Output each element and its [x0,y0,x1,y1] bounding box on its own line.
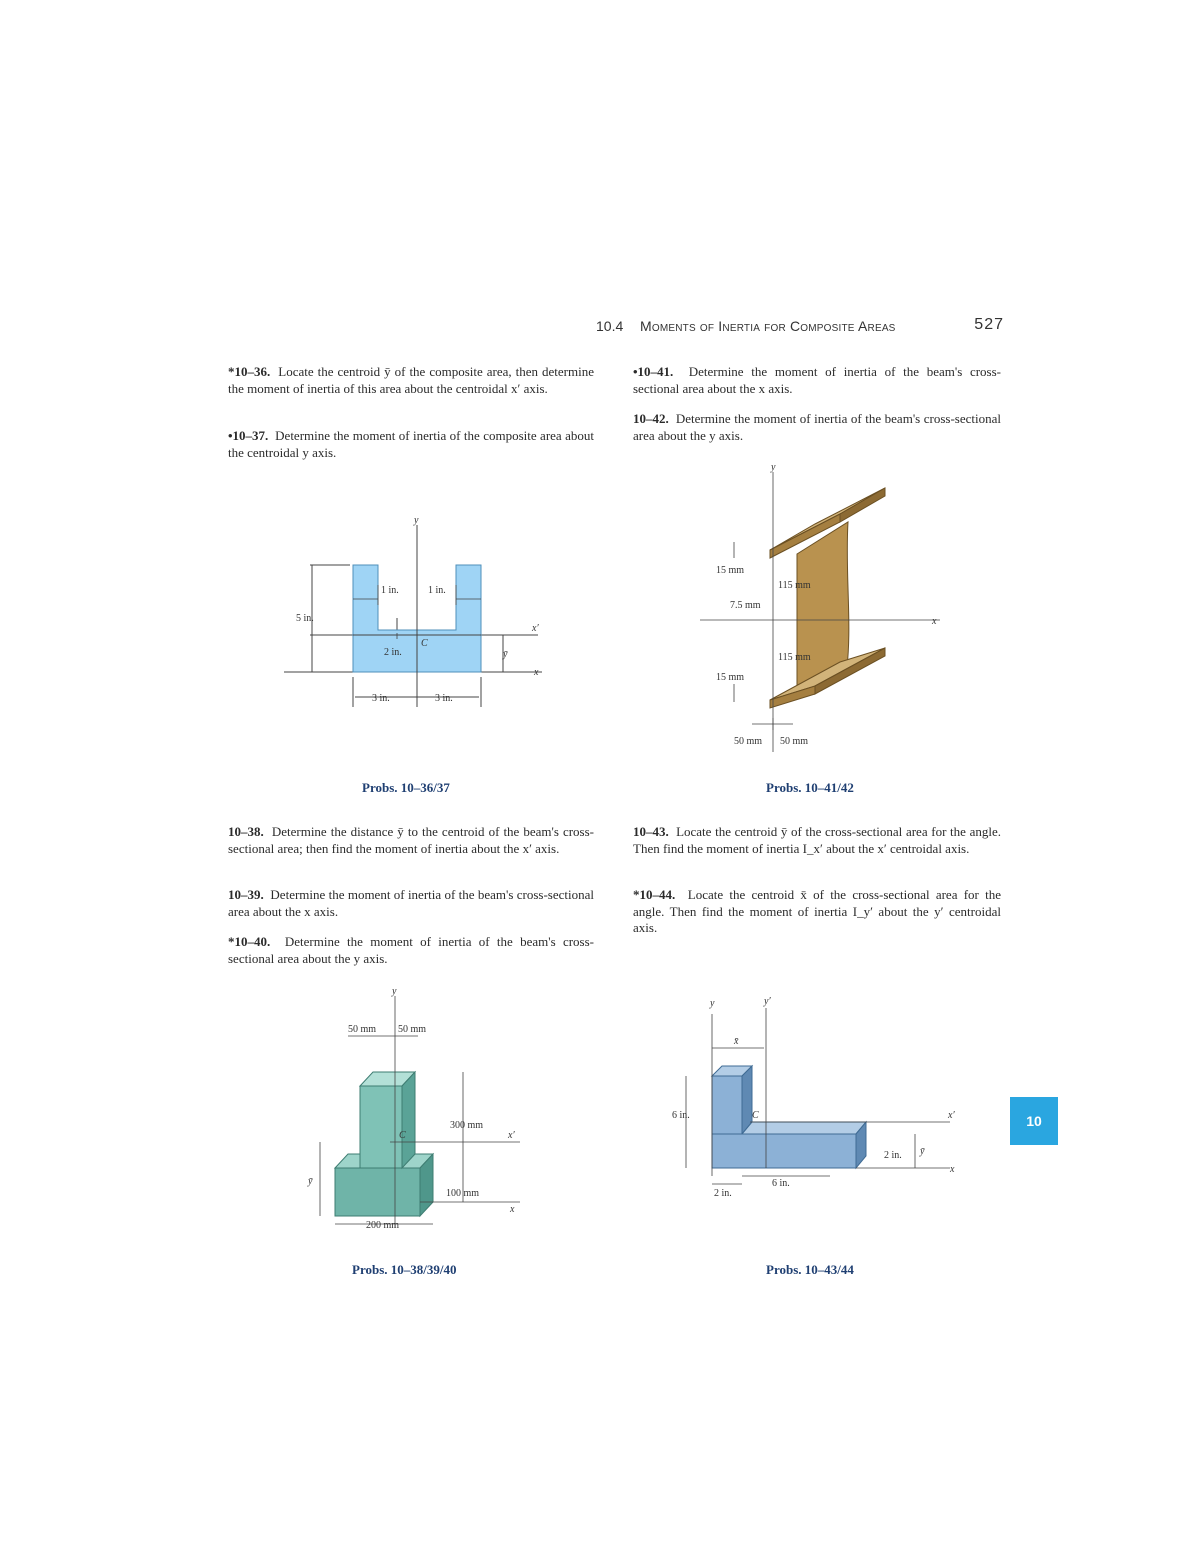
dimension-1in-left: 1 in. [381,585,399,596]
axis-label-x: x [950,1164,955,1175]
axis-label-x: x [534,667,539,678]
dimension-3in-left: 3 in. [372,693,390,704]
problem-text: Determine the moment of inertia of the composite area about the centroidal y axis. [228,428,594,460]
dimension-ybar: ȳ [308,1176,313,1187]
figure-caption: Probs. 10–38/39/40 [352,1262,457,1277]
problem-number: •10–41. [633,364,674,379]
axis-label-x-prime: x′ [508,1130,515,1141]
axis-label-y: y [771,462,776,473]
dimension-200mm: 200 mm [366,1220,400,1231]
problem-text: Locate the centroid ȳ of the cross-sectional area for the angle. Then find the moment of inertia I_x′ about the x′ centroidal axis. [633,824,1001,856]
problem-10-41 [633,364,1001,397]
centroid-label: C [421,638,428,649]
figure-caption: Probs. 10–36/37 [362,780,450,795]
dimension-7-5mm: 7.5 mm [730,600,761,611]
dimension-6in-horizontal: 6 in. [772,1178,790,1189]
figure-angle-section [670,996,970,1206]
axis-label-x-prime: x′ [532,623,539,634]
problem-text: Determine the moment of inertia of the beam's cross-sectional area about the y axis. [228,934,594,966]
problem-10-37 [228,428,594,461]
figure-t-beam [300,988,530,1238]
problem-text: Locate the centroid x̄ of the cross-sectional area for the angle. Then find the moment of inertia I_y′ about the y′ centroidal axis. [633,887,1002,935]
problem-text: Determine the moment of inertia of the beam's cross-sectional area about the x axis. [228,887,594,919]
section-number: 10.4 [596,318,624,334]
problem-10-39 [228,887,594,920]
axis-label-y: y [710,998,715,1009]
running-header [596,316,1004,336]
problem-10-40 [228,934,594,967]
problem-text: Locate the centroid ȳ of the composite area, then determine the moment of inertia of this area about the centroidal x′ axis. [228,364,595,396]
axis-label-y: y [414,515,419,526]
problem-text: Determine the moment of inertia of the beam's cross-sectional area about the x axis. [633,364,1002,396]
dimension-ybar: ȳ [920,1146,925,1157]
problem-10-38 [228,824,594,857]
axis-label-x: x [510,1204,515,1215]
dimension-xbar: x̄ [734,1036,739,1047]
problem-10-43 [633,824,1001,857]
dimension-5in: 5 in. [296,613,314,624]
axis-label-y: y [392,986,397,997]
problem-number: •10–37. [228,428,269,443]
centroid-label: C [752,1110,759,1121]
dimension-300mm: 300 mm [450,1120,484,1131]
dimension-1in-right: 1 in. [428,585,446,596]
problem-number: 10–38. [228,824,264,839]
dimension-50mm-left: 50 mm [348,1024,377,1035]
problem-number: 10–42. [633,411,669,426]
dimension-ybar: ȳ [503,649,508,660]
figure-composite-u-area [280,515,550,715]
dimension-100mm: 100 mm [446,1188,480,1199]
problem-number: 10–43. [633,824,669,839]
dimension-50mm-right: 50 mm [780,736,809,747]
dimension-15mm-bottom: 15 mm [716,672,745,683]
problem-text: Determine the distance ȳ to the centroid of the beam's cross-sectional area; then find the moment of inertia about the x′ axis. [228,824,595,856]
dimension-2in-horizontal: 2 in. [714,1188,732,1199]
problem-text: Determine the moment of inertia of the beam's cross-sectional area about the y axis. [633,411,1002,443]
problem-10-36 [228,364,594,397]
dimension-3in-right: 3 in. [435,693,453,704]
dimension-115mm-top: 115 mm [778,580,811,591]
problem-10-42 [633,411,1001,444]
figure-i-beam [700,462,950,762]
problem-number: *10–44. [633,887,676,902]
problem-number: 10–39. [228,887,264,902]
dimension-6in-vertical: 6 in. [672,1110,690,1121]
dimension-2in-vertical: 2 in. [884,1150,902,1161]
problem-10-44 [633,887,1001,937]
dimension-115mm-bottom: 115 mm [778,652,811,663]
dimension-50mm-left: 50 mm [734,736,763,747]
page-number: 527 [974,316,1004,333]
dimension-15mm-top: 15 mm [716,565,745,576]
dimension-2in: 2 in. [384,647,402,658]
axis-label-x: x [932,616,937,627]
dimension-50mm-right: 50 mm [398,1024,427,1035]
figure-caption: Probs. 10–43/44 [766,1262,854,1277]
problem-number: *10–36. [228,364,271,379]
section-title: Moments of Inertia for Composite Areas [640,318,896,334]
axis-label-x-prime: x′ [948,1110,955,1121]
problem-number: *10–40. [228,934,271,949]
centroid-label: C [399,1130,406,1141]
axis-label-y-prime: y′ [764,996,771,1007]
figure-caption: Probs. 10–41/42 [766,780,854,795]
chapter-tab: 10 [1010,1097,1058,1145]
